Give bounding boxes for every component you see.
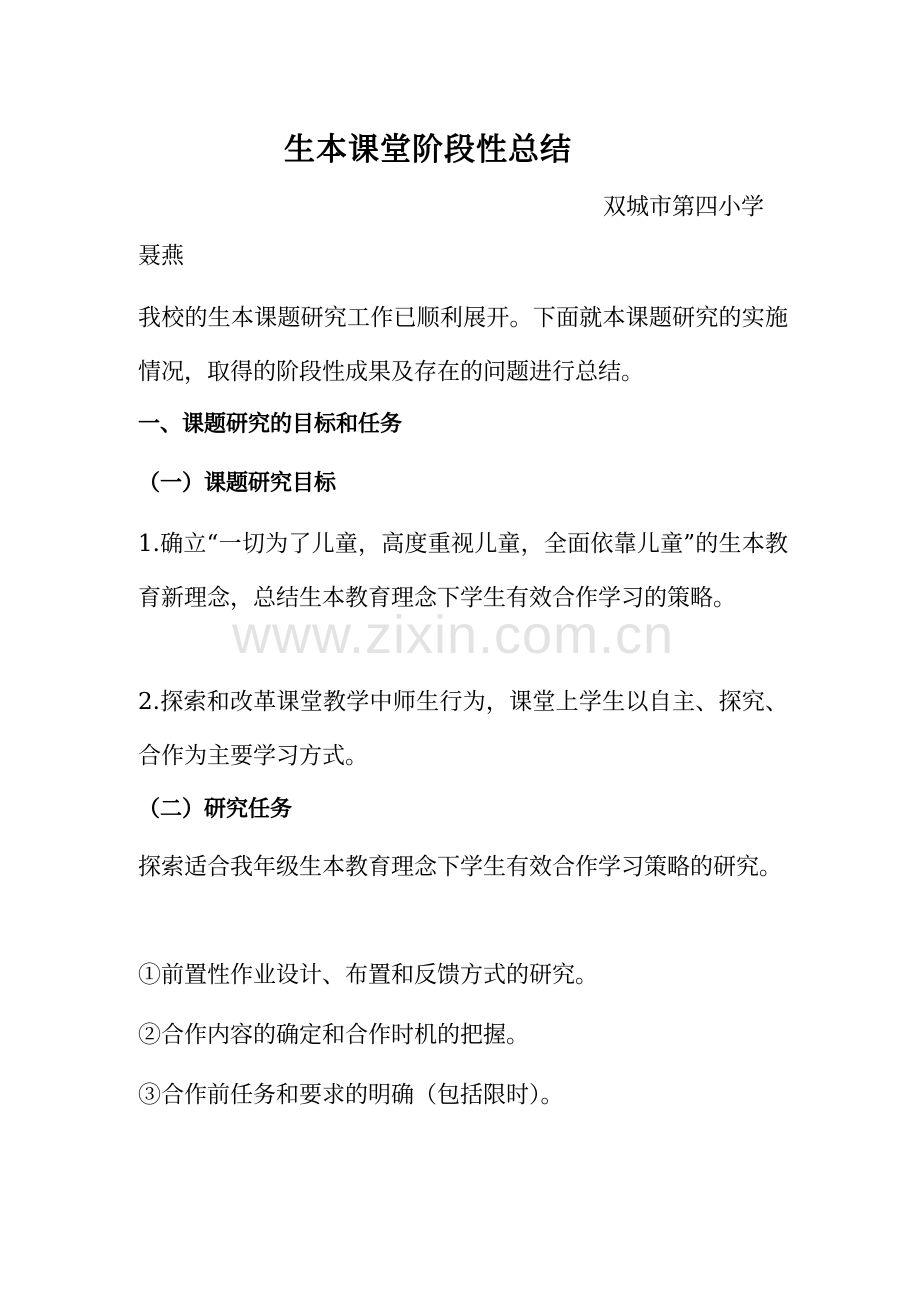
section-heading-goals-tasks: 一、课题研究的目标和任务 <box>138 412 403 437</box>
goal-item-2: 2.探索和改革课堂教学中师生行为，课堂上学生以自主、探究、合作为主要学习方式。 <box>138 689 788 769</box>
school-name: 双城市第四小学 <box>603 194 764 220</box>
subsection-heading-tasks: （二）研究任务 <box>138 797 293 822</box>
intro-paragraph: 我校的生本课题研究工作已顺利展开。下面就本课题研究的实施情况，取得的阶段性成果及存在的问题进行总结。 <box>138 305 788 385</box>
task-item-1: ①前置性作业设计、布置和反馈方式的研究。 <box>138 962 598 988</box>
document-title: 生本课堂阶段性总结 <box>284 132 572 168</box>
subsection-heading-goals: （一）课题研究目标 <box>138 471 337 496</box>
task-intro-paragraph: 探索适合我年级生本教育理念下学生有效合作学习策略的研究。 <box>138 854 782 880</box>
goal-item-1: 1.确立“一切为了儿童，高度重视儿童，全面依靠儿童”的生本教育新理念，总结生本教育理念下学生有效合作学习的策略。 <box>138 531 788 611</box>
task-item-3: ③合作前任务和要求的明确（包括限时）。 <box>138 1082 564 1108</box>
task-item-2: ②合作内容的确定和合作时机的把握。 <box>138 1022 529 1048</box>
watermark: www.zixin.com.cn <box>232 605 675 665</box>
author-name: 聂燕 <box>138 243 184 269</box>
